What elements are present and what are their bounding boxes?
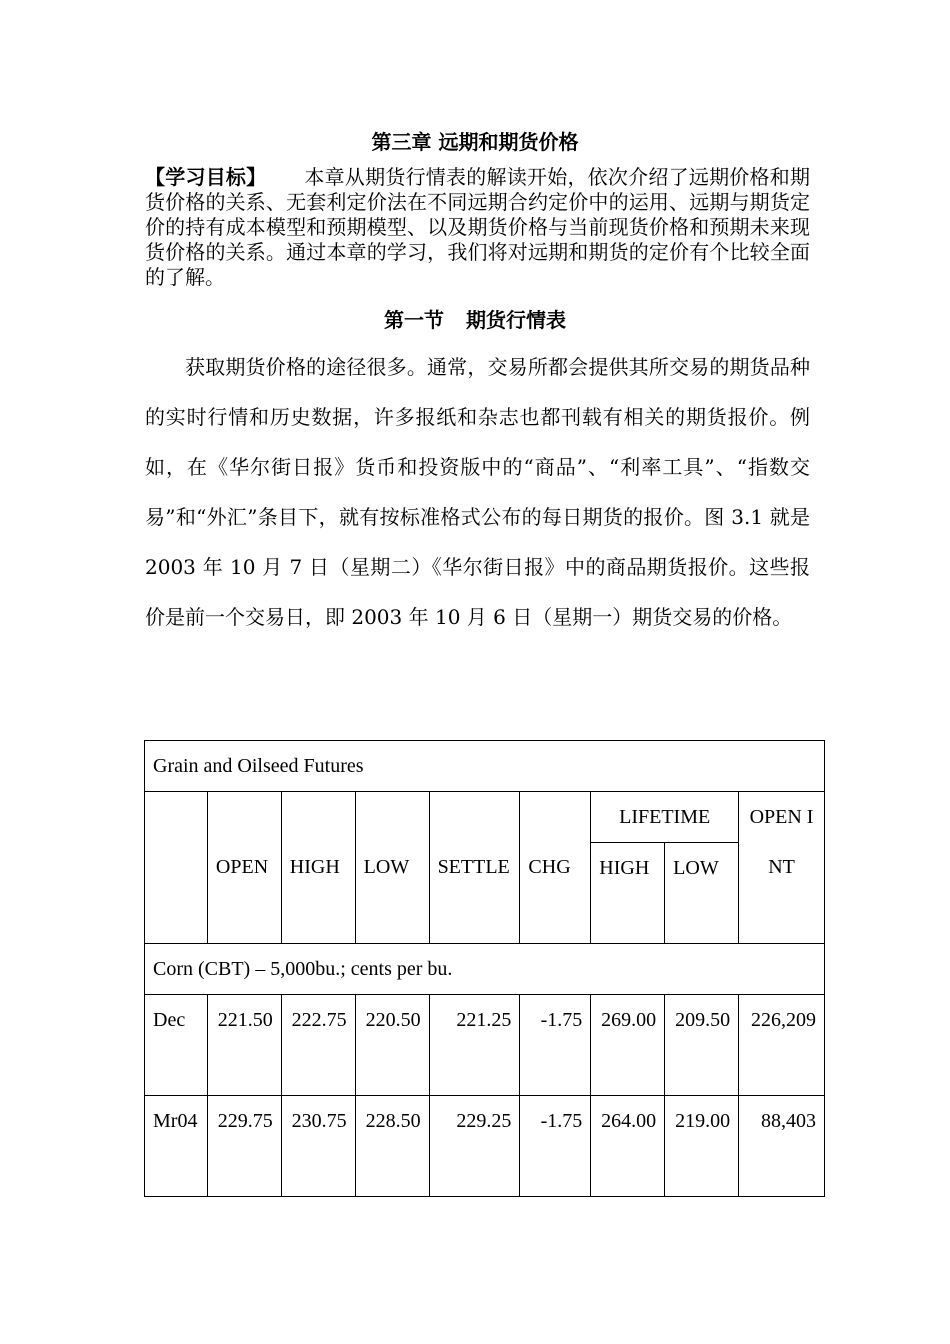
row-high: 230.75 xyxy=(281,1096,355,1197)
row-settle: 221.25 xyxy=(429,995,520,1096)
row-open: 229.75 xyxy=(207,1096,281,1197)
header-lifetime: LIFETIME xyxy=(591,792,739,843)
header-lifetime-high: HIGH xyxy=(591,843,665,944)
body-paragraph: 获取期货价格的途径很多。通常，交易所都会提供其所交易的期货品种的实时行情和历史数据，许多报纸和杂志也都刊载有相关的期货报价。例如，在《华尔街日报》货币和投资版中的“商品”、“利率工具”、“指数交易”和“外汇”条目下，就有按标准格式公布的每日期货的报价。图 3.1 就是 2003 年 10 月 7 日（星期二）《华尔街日报》中的商品期货报价。这些报价是前一个交易日，即 2003 年 10 月 6 日（星期一）期货交易的价格。 xyxy=(145,355,810,629)
table-row xyxy=(145,1096,825,1197)
futures-quote-table xyxy=(144,740,825,1197)
row-month: Dec xyxy=(145,995,208,1096)
header-lifetime-low: LOW xyxy=(665,843,739,944)
row-chg: -1.75 xyxy=(520,1096,591,1197)
table-title-row xyxy=(145,741,825,792)
header-open-int: OPEN INT xyxy=(739,792,825,944)
row-month: Mr04 xyxy=(145,1096,208,1197)
header-settle: SETTLE xyxy=(429,792,520,944)
objectives-label: 【学习目标】 xyxy=(145,165,267,189)
row-lifetime-low: 209.50 xyxy=(665,995,739,1096)
section-title xyxy=(0,304,950,336)
row-low: 220.50 xyxy=(355,995,429,1096)
objectives-text: 本章从期货行情表的解读开始，依次介绍了远期价格和期货价格的关系、无套利定价法在不同远期合约定价中的运用、远期与期货定价的持有成本模型和预期模型、以及期货价格与当前现货价格和预期未来现货价格的关系。通过本章的学习，我们将对远期和期货的定价有个比较全面的了解。 xyxy=(145,165,811,289)
row-lifetime-high: 264.00 xyxy=(591,1096,665,1197)
section-name: 期货行情表 xyxy=(466,308,566,332)
table-group-row xyxy=(145,944,825,995)
section-number: 第一节 xyxy=(384,308,444,332)
row-open: 221.50 xyxy=(207,995,281,1096)
row-chg: -1.75 xyxy=(520,995,591,1096)
row-open-int: 226,209 xyxy=(739,995,825,1096)
row-open-int: 88,403 xyxy=(739,1096,825,1197)
row-low: 228.50 xyxy=(355,1096,429,1197)
header-low: LOW xyxy=(355,792,429,944)
header-open: OPEN xyxy=(207,792,281,944)
chapter-title: 第三章 远期和期货价格 xyxy=(371,130,579,154)
table-header-row xyxy=(145,792,825,843)
row-high: 222.75 xyxy=(281,995,355,1096)
group-label: Corn (CBT) – 5,000bu.; cents per bu. xyxy=(145,944,825,995)
learning-objectives xyxy=(145,165,810,290)
header-chg: CHG xyxy=(520,792,591,944)
table-title: Grain and Oilseed Futures xyxy=(145,741,825,792)
header-high: HIGH xyxy=(281,792,355,944)
header-month xyxy=(145,792,208,944)
table-row xyxy=(145,995,825,1096)
row-lifetime-high: 269.00 xyxy=(591,995,665,1096)
row-settle: 229.25 xyxy=(429,1096,520,1197)
row-lifetime-low: 219.00 xyxy=(665,1096,739,1197)
